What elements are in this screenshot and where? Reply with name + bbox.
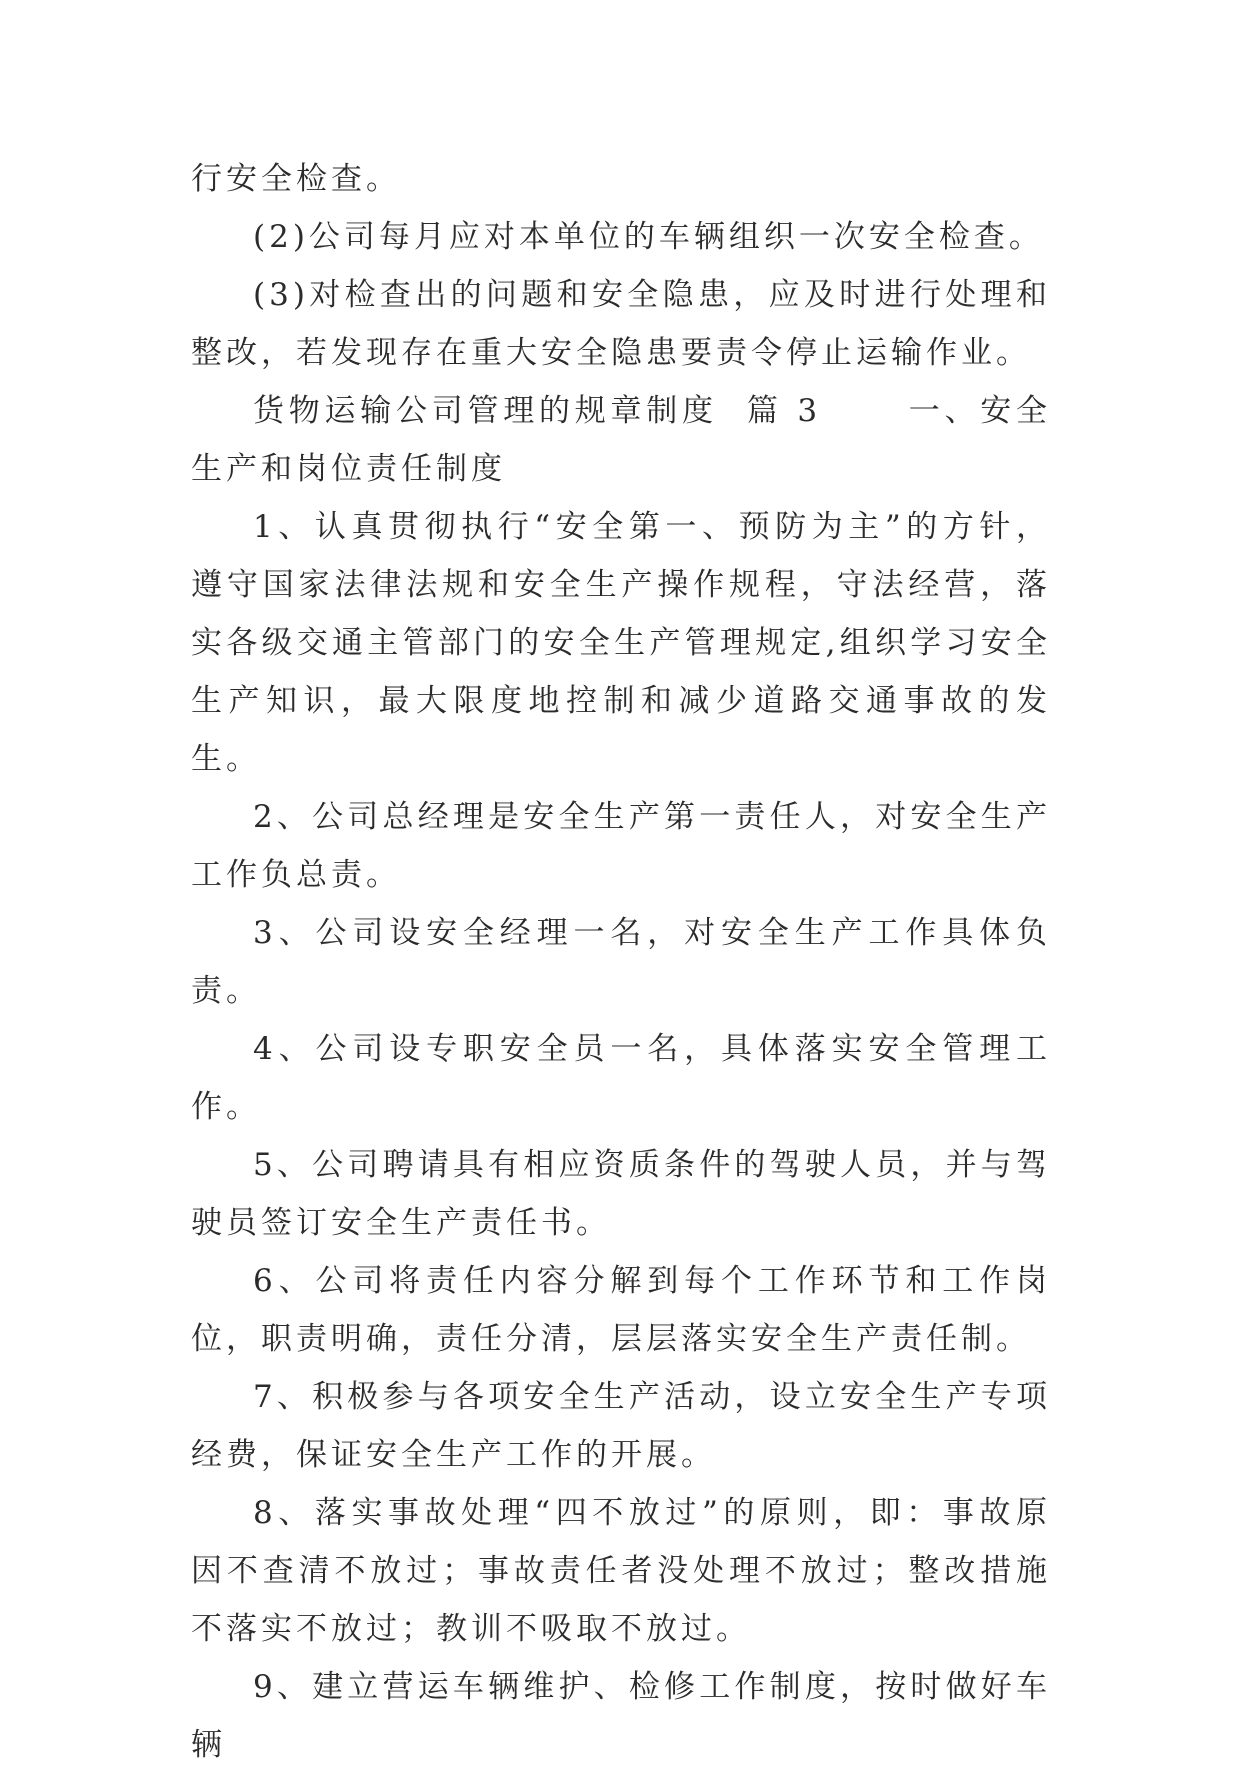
paragraph-rule-2: 2、公司总经理是安全生产第一责任人，对安全生产工作负总责。 [191, 799, 1051, 893]
paragraph-rule-8: 8、落实事故处理“四不放过”的原则，即：事故原因不查清不放过；事故责任者没处理不放过；整改措施不落实不放过；教训不吸取不放过。 [191, 1495, 1051, 1647]
paragraph-rule-1: 1、认真贯彻执行“安全第一、预防为主”的方针，遵守国家法律法规和安全生产操作规程，守法经营，落实各级交通主管部门的安全生产管理规定,组织学习安全生产知识，最大限度地控制和减少道路交通事故的发生。 [191, 509, 1051, 777]
paragraph-rule-4: 4、公司设专职安全员一名，具体落实安全管理工作。 [191, 1031, 1051, 1125]
paragraph-continuation: 行安全检查。 [191, 161, 401, 197]
paragraph-rule-7: 7、积极参与各项安全生产活动，设立安全生产专项经费，保证安全生产工作的开展。 [191, 1379, 1051, 1473]
paragraph-rule-6: 6、公司将责任内容分解到每个工作环节和工作岗位，职责明确，责任分清，层层落实安全生产责任制。 [191, 1263, 1051, 1357]
paragraph-item-2: (2)公司每月应对本单位的车辆组织一次安全检查。 [253, 219, 1044, 255]
section-heading: 货物运输公司管理的规章制度 篇 3 一、安全生产和岗位责任制度 [191, 393, 1051, 487]
document-page [191, 150, 1051, 1774]
paragraph-item-3: (3)对检查出的问题和安全隐患，应及时进行处理和整改，若发现存在重大安全隐患要责令停止运输作业。 [191, 277, 1051, 371]
paragraph-rule-5: 5、公司聘请具有相应资质条件的驾驶人员，并与驾驶员签订安全生产责任书。 [191, 1147, 1051, 1241]
paragraph-rule-9: 9、建立营运车辆维护、检修工作制度，按时做好车辆 [191, 1669, 1051, 1763]
paragraph-rule-3: 3、公司设安全经理一名，对安全生产工作具体负责。 [191, 915, 1051, 1009]
